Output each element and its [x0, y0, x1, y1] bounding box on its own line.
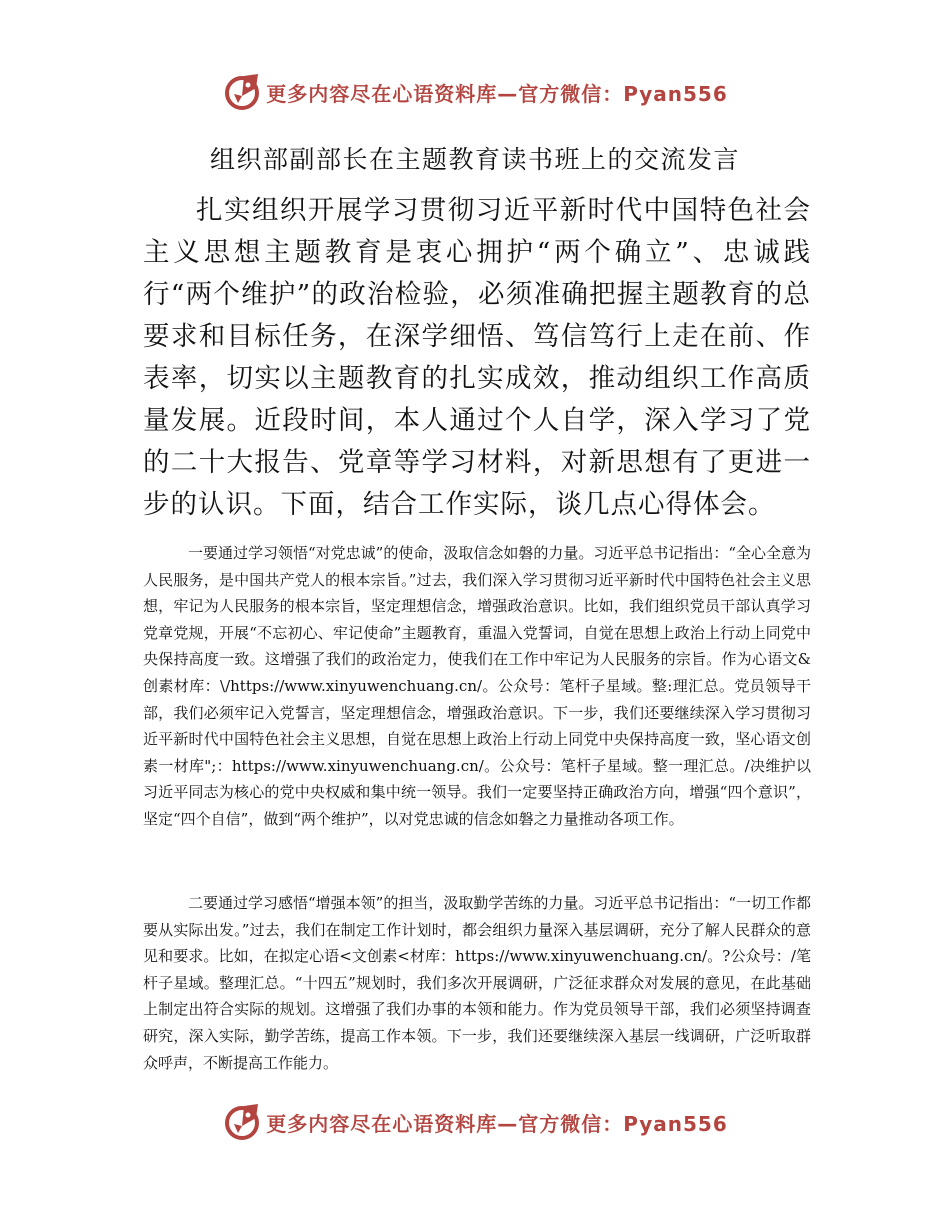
body-paragraph-2: 二要通过学习感悟“增强本领”的担当，汲取勤学苦练的力量。习近平总书记指出：“一切工作都要从实际出发。”过去，我们在制定工作计划时，都会组织力量深入基层调研，充分了解人民群众的意见和要求。比如，在拟定心语<文创素<材库：https://www.xinyuwenchuang.cn/。?公众号：/笔杆子星域。整理汇总。“十四五”规划时，我们多次开展调研，广泛征求群众对发展的意见，在此基础上制定出符合实际的规划。这增强了我们办事的本领和能力。作为党员领导干部，我们必须坚持调查研究，深入实际，勤学苦练，提高工作本领。下一步，我们还要继续深入基层一线调研，广泛听取群众呼声，不断提高工作能力。 [143, 894, 812, 1072]
footer-banner [0, 1100, 950, 1144]
header-banner [0, 70, 950, 114]
pen-nib-circle-logo [222, 1102, 262, 1142]
header-banner-text: 更多内容尽在心语资料库—官方微信：Pyan556 [266, 81, 728, 106]
pen-nib-circle-logo [222, 72, 262, 112]
intro-paragraph: 扎实组织开展学习贯彻习近平新时代中国特色社会主义思想主题教育是衷心拥护“两个确立”、忠诚践行“两个维护”的政治检验，必须准确把握主题教育的总要求和目标任务，在深学细悟、笃信笃行上走在前、作表率，切实以主题教育的扎实成效，推动组织工作高质量发展。近段时间，本人通过个人自学，深入学习了党的二十大报告、党章等学习材料，对新思想有了更进一步的认识。下面，结合工作实际，谈几点心得体会。 [143, 195, 811, 520]
body-paragraph-1: 一要通过学习领悟“对党忠诚”的使命，汲取信念如磐的力量。习近平总书记指出：“全心全意为人民服务，是中国共产党人的根本宗旨。”过去，我们深入学习贯彻习近平新时代中国特色社会主义思想，牢记为人民服务的根本宗旨，坚定理想信念，增强政治意识。比如，我们组织党员干部认真学习党章党规，开展“不忘初心、牢记使命”主题教育，重温入党誓词，自觉在思想上政治上行动上同党中央保持高度一致。这增强了我们的政治定力，使我们在工作中牢记为人民服务的宗旨。作为心语文&创素材库：\/https://www.xinyuwenchuang.cn/。公众号：笔杆子星域。整:理汇总。党员领导干部，我们必须牢记入党誓言，坚定理想信念，增强政治意识。下一步，我们还要继续深入学习贯彻习近平新时代中国特色社会主义思想，自觉在思想上政治上行动上同党中央保持高度一致，坚心语文创素一材库";：https://www.xinyuwenchuang.cn/。公众号：笔杆子星域。整一理汇总。/决维护以习近平同志为核心的党中央权威和集中统一领导。我们一定要坚持正确政治方向，增强“四个意识”，坚定“四个自信”，做到“两个维护”，以对党忠诚的信念如磐之力量推动各项工作。 [143, 544, 812, 828]
footer-banner-text: 更多内容尽在心语资料库—官方微信：Pyan556 [266, 1111, 728, 1136]
document-title: 组织部副部长在主题教育读书班上的交流发言 [209, 145, 740, 174]
